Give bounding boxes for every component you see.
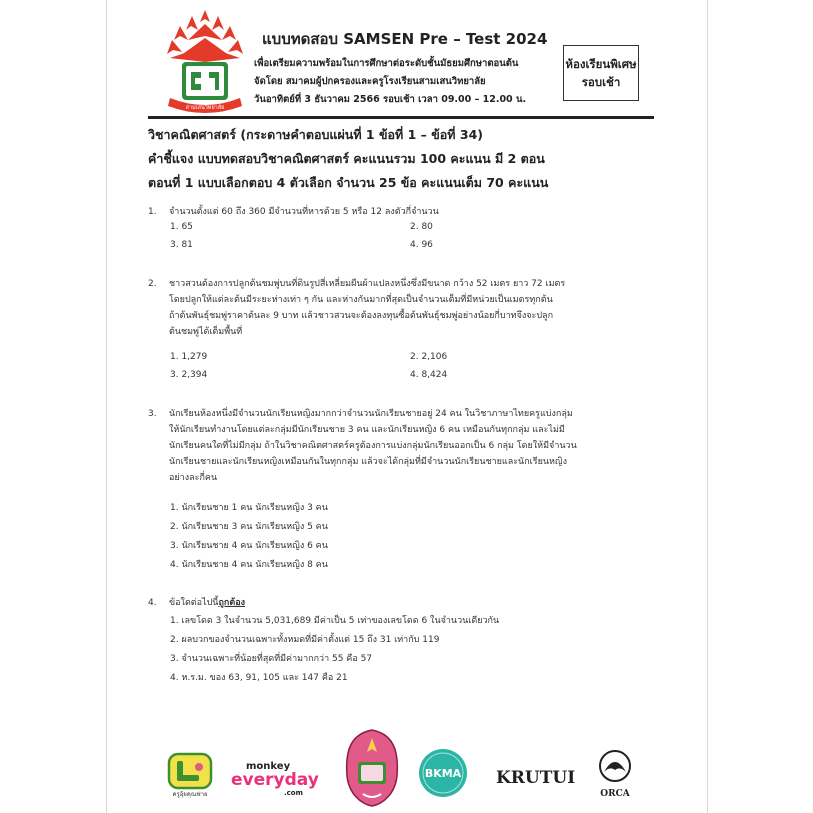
question-line: จำนวนตั้งแต่ 60 ถึง 360 มีจำนวนที่หารด้วย 5 หรือ 12 ลงตัวกี่จำนวน <box>169 207 439 217</box>
header-divider <box>148 116 654 119</box>
question-line: ให้นักเรียนทำงานโดยแต่ละกลุ่มมีนักเรียนชาย 3 คน และนักเรียนหญิง 6 คน เหมือนกันทุกกลุ่ม และไม่มี <box>169 425 565 435</box>
orca-text: ORCA <box>600 789 630 799</box>
question-line: ชาวสวนต้องการปลูกต้นชมพู่บนที่ดินรูปสี่เหลี่ยมผืนผ้าแปลงหนึ่งซึ่งมีขนาด กว้าง 52 เมตร ยาว 72 เมตร <box>169 279 566 289</box>
samsen-logo <box>164 10 246 116</box>
parents-association-logo <box>343 728 401 808</box>
part1-heading: ตอนที่ 1 แบบเลือกตอบ 4 ตัวเลือก จำนวน 25 ข้อ คะแนนเต็ม 70 คะแนน <box>148 175 549 190</box>
choice[interactable]: 4. 96 <box>410 240 433 250</box>
question-prefix: ข้อใดต่อไปนี้ <box>169 598 219 608</box>
header-purpose: เพื่อเตรียมความพร้อมในการศึกษาต่อระดับชั้นมัธยมศึกษาตอนต้น <box>254 58 519 69</box>
choice[interactable]: 3. 2,394 <box>170 370 208 380</box>
page-right-edge <box>707 0 708 813</box>
question-number: 2. <box>148 279 157 289</box>
question-number: 1. <box>148 207 157 217</box>
choice[interactable]: 1. เลขโดด 3 ในจำนวน 5,031,689 มีค่าเป็น 5 เท่าของเลขโดด 6 ในจำนวนเดียวกัน <box>170 616 500 626</box>
question-line: ต้นชมพู่ได้เต็มพื้นที่ <box>169 327 243 337</box>
choice[interactable]: 4. ห.ร.ม. ของ 63, 91, 105 และ 147 คือ 21 <box>170 673 348 683</box>
question-number: 3. <box>148 409 157 419</box>
bkma-logo <box>418 748 468 798</box>
krutui-text: KRUTUI <box>496 768 576 788</box>
choice[interactable]: 2. ผลบวกของจำนวนเฉพาะทั้งหมดที่มีค่าตั้งแต่ 15 ถึง 31 เท่ากับ 119 <box>170 635 440 645</box>
exam-title: แบบทดสอบ SAMSEN Pre – Test 2024 <box>262 30 548 48</box>
krutui-logo <box>494 764 576 788</box>
kruaui-logo <box>166 752 214 798</box>
dotcom-word: .com <box>284 789 303 797</box>
room-round: รอบเช้า <box>581 75 621 89</box>
room-type: ห้องเรียนพิเศษ <box>565 57 637 71</box>
choice[interactable]: 2. 80 <box>410 222 433 232</box>
choice[interactable]: 3. จำนวนเฉพาะที่น้อยที่สุดที่มีค่ามากกว่า 55 คือ 57 <box>170 654 373 664</box>
question-line: ถ้าต้นพันธุ์ชมพู่ราคาต้นละ 9 บาท แล้วชาวสวนจะต้องลงทุนซื้อต้นพันธุ์ชมพู่อย่างน้อยกี่บาทจึงจะปลูก <box>169 311 554 321</box>
subject-heading: วิชาคณิตศาสตร์ (กระดาษคำตอบแผ่นที่ 1 ข้อที่ 1 – ข้อที่ 34) <box>148 127 484 142</box>
orca-logo <box>594 748 636 800</box>
header-organizer: จัดโดย สมาคมผู้ปกครองและครูโรงเรียนสามเสนวิทยาลัย <box>254 76 486 87</box>
question-line: นักเรียนชายและนักเรียนหญิงเหมือนกันในทุกกลุ่ม แล้วจะได้กลุ่มที่มีจำนวนนักเรียนชายและนักเรียนหญิง <box>169 457 567 467</box>
choice[interactable]: 1. นักเรียนชาย 1 คน นักเรียนหญิง 3 คน <box>170 503 328 513</box>
explanation-heading: คำชี้แจง แบบทดสอบวิชาคณิตศาสตร์ คะแนนรวม 100 คะแนน มี 2 ตอน <box>148 151 545 166</box>
question-line: นักเรียนห้องหนึ่งมีจำนวนนักเรียนหญิงมากกว่าจำนวนนักเรียนชายอยู่ 24 คน ในวิชาภาษาไทยครูแบ่งกลุ่ม <box>169 409 573 419</box>
choice[interactable]: 4. 8,424 <box>410 370 448 380</box>
choice[interactable]: 1. 1,279 <box>170 352 208 362</box>
choice[interactable]: 2. 2,106 <box>410 352 448 362</box>
choice[interactable]: 3. 81 <box>170 240 193 250</box>
page-left-edge <box>106 0 107 813</box>
room-box <box>563 45 639 101</box>
choice[interactable]: 3. นักเรียนชาย 4 คน นักเรียนหญิง 6 คน <box>170 541 328 551</box>
monkey-word: monkey <box>246 761 291 772</box>
choice[interactable]: 2. นักเรียนชาย 3 คน นักเรียนหญิง 5 คน <box>170 522 328 532</box>
choice[interactable]: 4. นักเรียนชาย 4 คน นักเรียนหญิง 8 คน <box>170 560 328 570</box>
logo-ribbon-text: สามเสนวิทยาลัย <box>185 105 225 111</box>
question-number: 4. <box>148 598 157 608</box>
monkey-everyday-logo <box>228 758 324 798</box>
question-line: โดยปลูกให้แต่ละต้นมีระยะห่างเท่า ๆ กัน และห่างกันมากที่สุดเป็นจำนวนเต็มที่มีหน่วยเป็นเมตรทุกต้น <box>169 295 553 305</box>
question-line: นักเรียนคนใดที่ไม่มีกลุ่ม ถ้าในวิชาคณิตศาสตร์ครูต้องการแบ่งกลุ่มนักเรียนออกเป็น 6 กลุ่ม โดยให้มีจำนวน <box>169 441 577 451</box>
everyday-word: everyday <box>231 770 319 790</box>
header-date-time: วันอาทิตย์ที่ 3 ธันวาคม 2566 รอบเช้า เวลา 09.00 – 12.00 น. <box>254 94 527 105</box>
bkma-text: BKMA <box>424 767 462 780</box>
kruaui-caption: ครูอุ้ยคุณฟาย <box>172 791 208 798</box>
choice[interactable]: 1. 65 <box>170 222 193 232</box>
question-line: อย่างละกี่คน <box>169 473 218 483</box>
question-emphasis: ถูกต้อง <box>218 598 245 608</box>
